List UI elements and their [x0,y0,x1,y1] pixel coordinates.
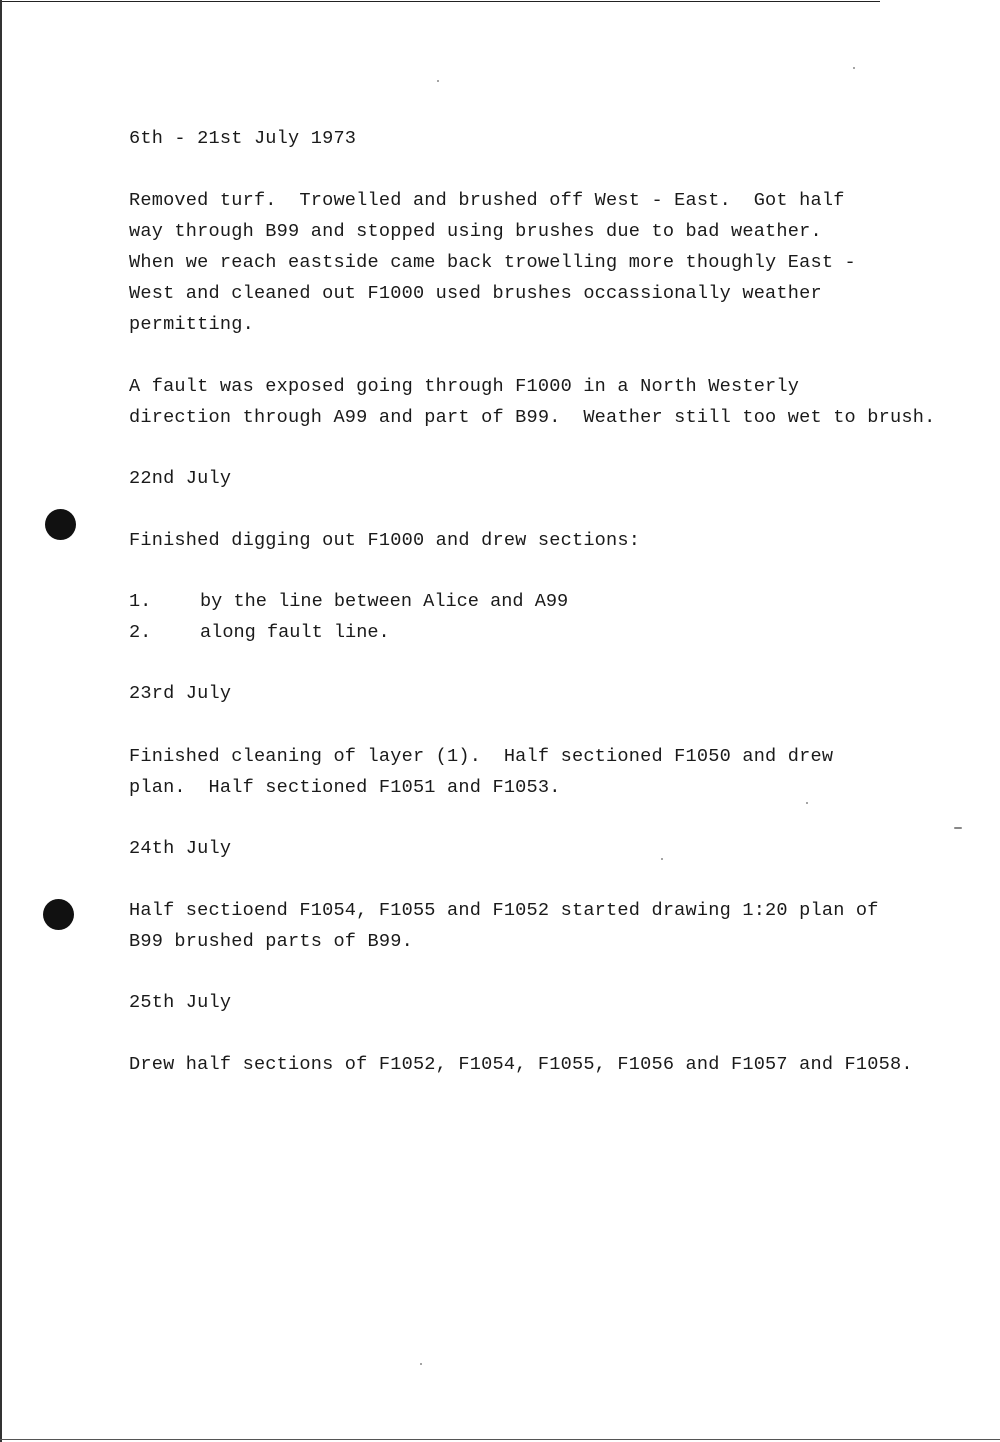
list-item-number: 1. [129,591,152,612]
entry-text-line: Removed turf. Trowelled and brushed off West - East. Got half [129,190,845,211]
scan-speck [806,802,808,804]
left-edge-rule [0,0,2,1442]
entry-text-line: Finished digging out F1000 and drew sections: [129,530,641,551]
list-item-number: 2. [129,622,152,643]
scan-speck [853,67,855,69]
entry-text-line: plan. Half sectioned F1051 and F1053. [129,777,561,798]
entry-text-line: direction through A99 and part of B99. Weather still too wet to brush. [129,407,936,428]
list-item-text: along fault line. [200,622,390,643]
punch-hole-lower [43,899,74,930]
entry-text-line: A fault was exposed going through F1000 in a North Westerly [129,376,800,397]
entry-date: 23rd July [129,683,232,704]
scan-speck [954,827,962,829]
scan-speck [661,858,663,860]
entry-text-line: Finished cleaning of layer (1). Half sectioned F1050 and drew [129,746,834,767]
bottom-edge-rule [0,1439,1000,1440]
entry-text-line: West and cleaned out F1000 used brushes occassionally weather [129,283,822,304]
punch-hole-upper [45,509,76,540]
entry-text-line: Half sectioend F1054, F1055 and F1052 started drawing 1:20 plan of [129,900,879,921]
entry-text-line: way through B99 and stopped using brushes due to bad weather. [129,221,822,242]
entry-text-line: Drew half sections of F1052, F1054, F1055, F1056 and F1057 and F1058. [129,1054,913,1075]
entry-text-line: When we reach eastside came back trowelling more thoughly East - [129,252,856,273]
entry-date: 25th July [129,992,232,1013]
scan-speck [437,80,439,82]
top-edge-rule [0,1,880,2]
list-item-text: by the line between Alice and A99 [200,591,569,612]
entry-text-line: B99 brushed parts of B99. [129,931,413,952]
entry-date: 24th July [129,838,232,859]
entry-date: 6th - 21st July 1973 [129,128,357,149]
scan-speck [420,1363,422,1365]
entry-date: 22nd July [129,468,232,489]
entry-text-line: permitting. [129,314,254,335]
